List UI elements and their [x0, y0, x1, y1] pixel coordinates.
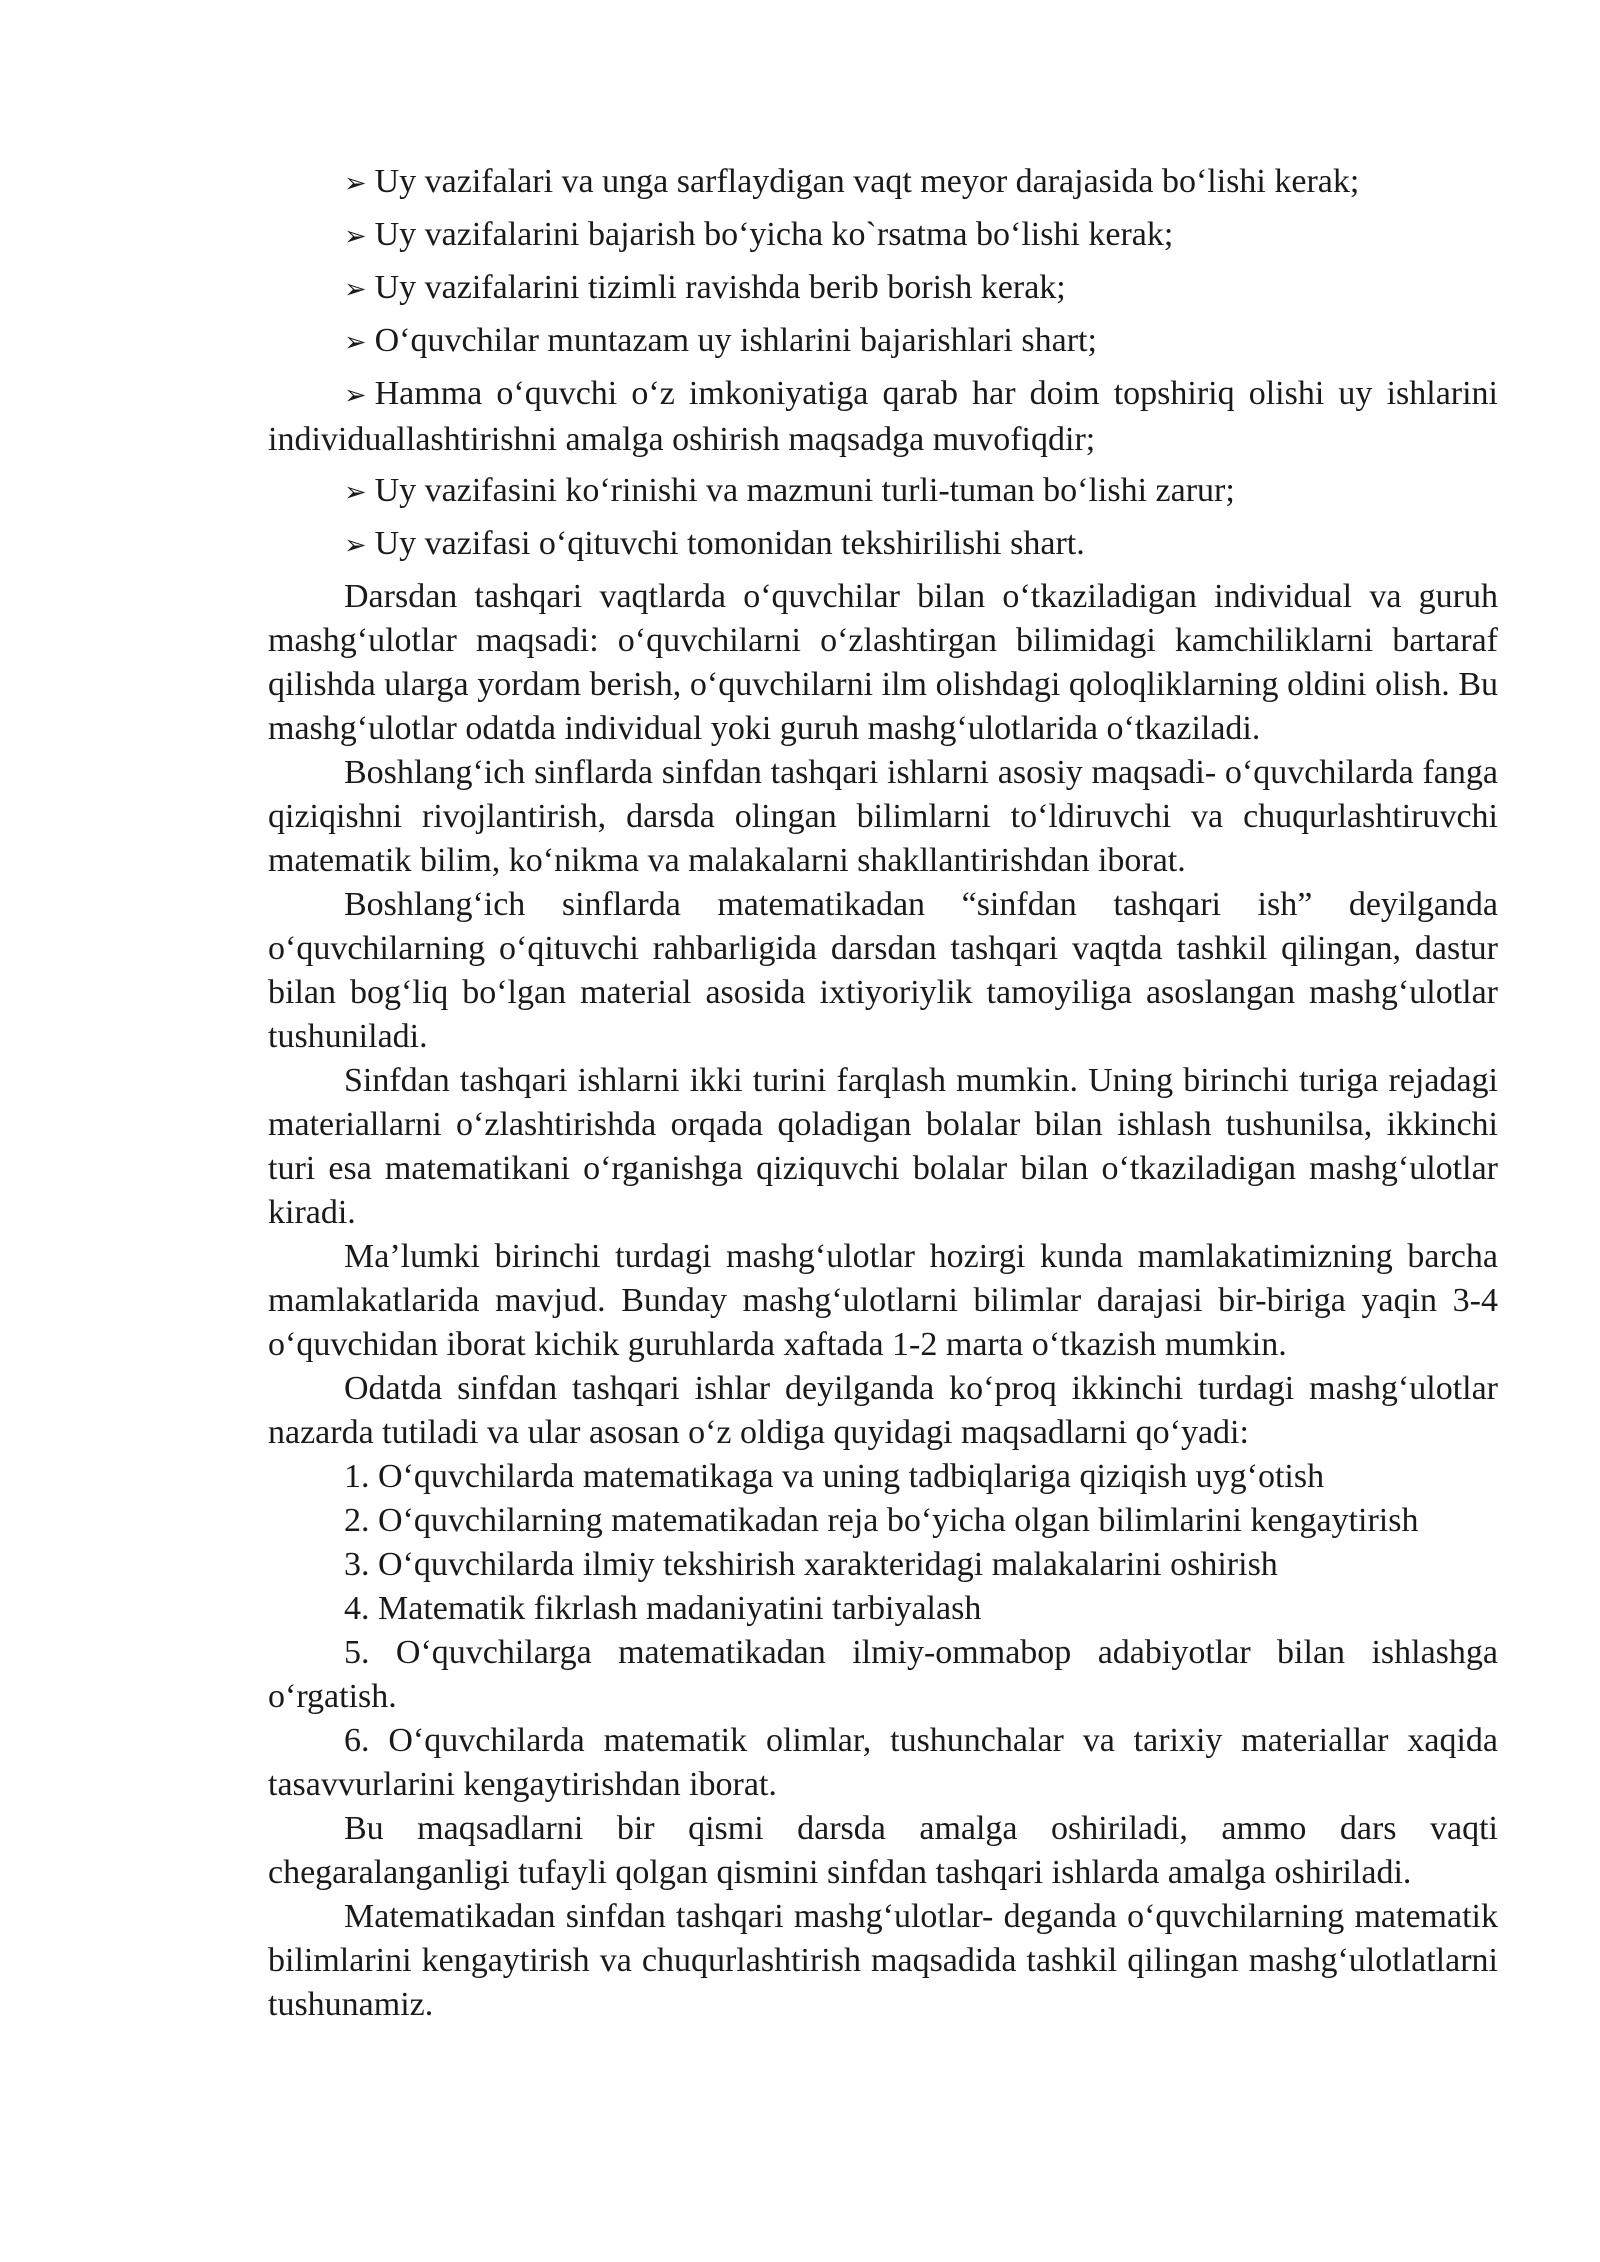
list-item: 3. Oʻquvchilarda ilmiy tekshirish xarakteridagi malakalarini oshirish — [344, 1546, 1278, 1583]
arrow-bullet-icon: ➢ — [344, 380, 367, 411]
arrow-bullet-icon: ➢ — [344, 168, 367, 199]
list-item: 5. Oʻquvchilarga matematikadan ilmiy-ommabop adabiyotlar bilan ishlashga oʻrgatish. — [268, 1634, 1498, 1715]
bullet-text: Hamma oʻquvchi oʻz imkoniyatiga qarab har doim topshiriq olishi uy ishlarini individuallashtirishni amalga oshirish maqsadga muvofiqdir; — [268, 375, 1498, 458]
paragraph-two-types: Sinfdan tashqari ishlarni ikki turini farqlash mumkin. Uning birinchi turiga rejadagi materiallarni oʻzlashtirishda orqada qoladigan bolalar bilan ishlash tushunilsa, ikkinchi turi esa matematikani oʻrganishga qiziquvchi bolalar bilan oʻtkaziladigan mashgʻulotlar kiradi. — [268, 1062, 1498, 1231]
list-item: 6. Oʻquvchilarda matematik olimlar, tushunchalar va tarixiy materiallar xaqida tasavvurlarini kengaytirishdan iborat. — [268, 1722, 1498, 1803]
list-item — [268, 266, 1498, 312]
arrow-bullet-icon: ➢ — [344, 274, 367, 305]
bullet-text: Uy vazifasini koʻrinishi va mazmuni turli-tuman boʻlishi zarur; — [374, 472, 1235, 509]
list-item — [268, 469, 1498, 515]
list-item: 2. Oʻquvchilarning matematikadan reja boʻyicha olgan bilimlarini kengaytirish — [344, 1502, 1419, 1539]
arrow-bullet-icon: ➢ — [344, 221, 367, 252]
paragraph-definition: Boshlangʻich sinflarda matematikadan “sinfdan tashqari ish” deyilganda oʻquvchilarning oʻqituvchi rahbarligida darsdan tashqari vaqtda tashkil qilingan, dastur bilan bogʻliq boʻlgan material asosida ixtiyoriylik tamoyiliga asoslangan mashgʻulotlar tushuniladi. — [268, 886, 1498, 1055]
bullet-text: Oʻquvchilar muntazam uy ishlarini bajarishlari shart; — [374, 322, 1097, 359]
document-page — [268, 160, 1498, 2027]
paragraph-goals-realization: Bu maqsadlarni bir qismi darsda amalga oshiriladi, ammo dars vaqti chegaralanganligi tufayli qolgan qismini sinfdan tashqari ishlarda amalga oshiriladi. — [268, 1810, 1498, 1891]
paragraph-first-type: Ma’lumki birinchi turdagi mashgʻulotlar hozirgi kunda mamlakatimizning barcha mamlakatlarida mavjud. Bunday mashgʻulotlarni bilimlar darajasi bir-biriga yaqin 3-4 oʻquvchidan iborat kichik guruhlarda xaftada 1-2 marta oʻtkazish mumkin. — [268, 1238, 1498, 1363]
paragraph-main-goal: Boshlangʻich sinflarda sinfdan tashqari ishlarni asosiy maqsadi- oʻquvchilarda fanga qiziqishni rivojlantirish, darsda olingan bilimlarni toʻldiruvchi va chuqurlashtiruvchi matematik bilim, koʻnikma va malakalarni shakllantirishdan iborat. — [268, 754, 1498, 879]
arrow-bullet-icon: ➢ — [344, 327, 367, 358]
bullet-text: Uy vazifalarini bajarish boʻyicha ko`rsatma boʻlishi kerak; — [374, 216, 1174, 253]
paragraph-goals-intro: Odatda sinfdan tashqari ishlar deyilganda koʻproq ikkinchi turdagi mashgʻulotlar nazarda tutiladi va ular asosan oʻz oldiga quyidagi maqsadlarni qoʻyadi: — [268, 1370, 1498, 1451]
bullet-text: Uy vazifalari va unga sarflaydigan vaqt meyor darajasida boʻlishi kerak; — [374, 163, 1360, 200]
paragraph-conclusion: Matematikadan sinfdan tashqari mashgʻulotlar- deganda oʻquvchilarning matematik bilimlarini kengaytirish va chuqurlashtirish maqsadida tashkil qilingan mashgʻulotlatlarni tushunamiz. — [268, 1898, 1498, 2023]
bullet-text: Uy vazifasi oʻqituvchi tomonidan tekshirilishi shart. — [374, 525, 1085, 562]
list-item: 4. Matematik fikrlash madaniyatini tarbiyalash — [344, 1590, 982, 1627]
arrow-bullet-icon: ➢ — [344, 530, 367, 561]
list-item — [268, 522, 1498, 568]
list-item — [268, 213, 1498, 259]
bullet-text: Uy vazifalarini tizimli ravishda berib borish kerak; — [374, 269, 1066, 306]
goals-list — [268, 1455, 1498, 1807]
paragraph-individual-lessons: Darsdan tashqari vaqtlarda oʻquvchilar bilan oʻtkaziladigan individual va guruh mashgʻulotlar maqsadi: oʻquvchilarni oʻzlashtirgan bilimidagi kamchiliklarni bartaraf qilishda ularga yordam berish, oʻquvchilarni ilm olishdagi qoloqliklarning oldini olish. Bu mashgʻulotlar odatda individual yoki guruh mashgʻulotlarida oʻtkaziladi. — [268, 578, 1498, 747]
list-item: 1. Oʻquvchilarda matematikaga va uning tadbiqlariga qiziqish uygʻotish — [344, 1458, 1325, 1495]
list-item — [268, 319, 1498, 365]
bullet-list — [268, 160, 1498, 568]
arrow-bullet-icon: ➢ — [344, 477, 367, 508]
list-item — [268, 372, 1498, 462]
list-item — [268, 160, 1498, 206]
